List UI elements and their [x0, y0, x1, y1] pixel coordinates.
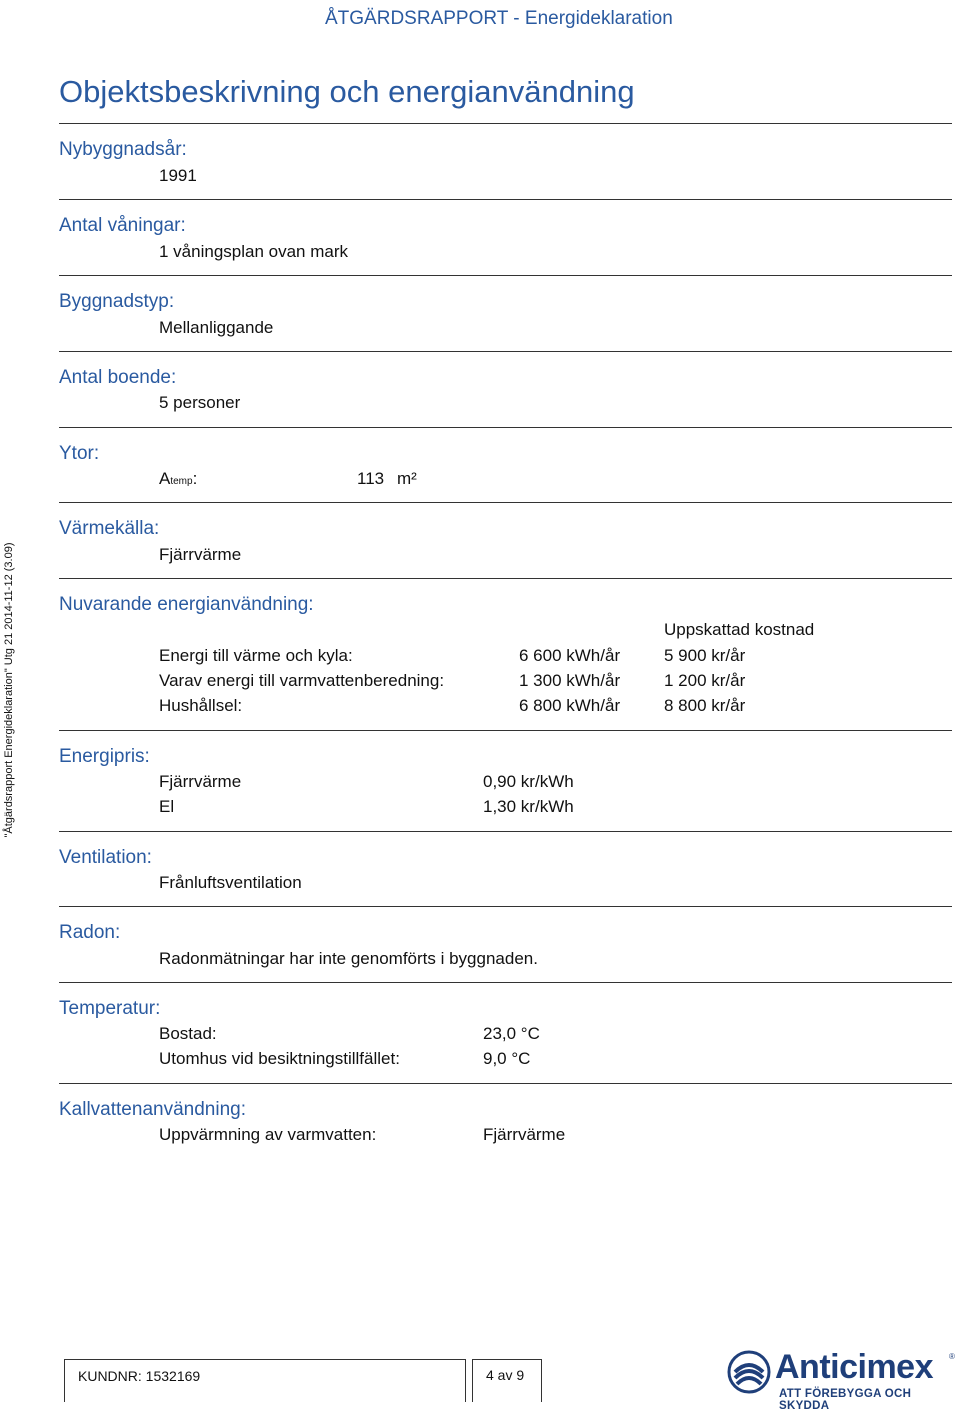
side-footnote: "Åtgärdsrapport Energideklaration" Utg 21 2014-11-12 (3.09) [3, 542, 15, 838]
energianvandning-label: Nuvarande energianvändning: [59, 594, 314, 615]
vaningar-label: Antal våningar: [59, 215, 186, 236]
temperatur-row-name: Bostad: [159, 1024, 217, 1043]
kallvatten-name: Uppvärmning av varmvatten: [159, 1125, 377, 1144]
ventilation-value: Frånluftsventilation [159, 873, 302, 892]
divider [59, 831, 952, 832]
energipris-row-name: El [159, 797, 175, 816]
energy-row-cost: 5 900 kr/år [664, 646, 746, 665]
energy-row-kwh: 6 800 kWh/år [519, 696, 621, 715]
energy-row-kwh: 6 600 kWh/år [519, 646, 621, 665]
divider [59, 123, 952, 124]
energipris-row-name: Fjärrvärme [159, 772, 242, 791]
boende-value: 5 personer [159, 393, 241, 412]
energipris-row-price: 0,90 kr/kWh [483, 772, 574, 791]
divider [59, 351, 952, 352]
divider [59, 906, 952, 907]
report-header-title: ÅTGÄRDSRAPPORT - Energideklaration [325, 8, 673, 29]
anticimex-emblem-icon [727, 1350, 771, 1394]
page-number: 4 av 9 [486, 1367, 525, 1383]
boende-label: Antal boende: [59, 367, 177, 388]
nybyggnadsar-value: 1991 [159, 166, 197, 185]
divider [59, 199, 952, 200]
vaningar-value: 1 våningsplan ovan mark [159, 242, 349, 261]
varmekalla-label: Värmekälla: [59, 518, 160, 539]
divider [59, 427, 952, 428]
ytor-label: Ytor: [59, 443, 100, 464]
logo-tagline: ATT FÖREBYGGA OCH SKYDDA [779, 1388, 912, 1412]
radon-label: Radon: [59, 922, 121, 943]
kundnr: KUNDNR: 1532169 [78, 1368, 201, 1384]
atemp-label: Atemp: [159, 469, 198, 488]
divider [59, 982, 952, 983]
nybyggnadsar-label: Nybyggnadsår: [59, 139, 187, 160]
varmekalla-value: Fjärrvärme [159, 545, 242, 564]
cost-column-header: Uppskattad kostnad [664, 620, 815, 639]
atemp-unit: m² [397, 469, 417, 488]
energy-row-name: Hushållsel: [159, 696, 243, 715]
divider [59, 502, 952, 503]
ventilation-label: Ventilation: [59, 847, 152, 868]
energipris-label: Energipris: [59, 746, 150, 767]
divider [59, 275, 952, 276]
energipris-row-price: 1,30 kr/kWh [483, 797, 574, 816]
anticimex-logo [727, 1348, 957, 1412]
page-title: Objektsbeskrivning och energianvändning [59, 74, 635, 109]
logo-wordmark: Anticimex [775, 1348, 933, 1386]
kallvatten-label: Kallvattenanvändning: [59, 1099, 246, 1120]
radon-value: Radonmätningar har inte genomförts i byggnaden. [159, 949, 538, 968]
divider [59, 730, 952, 731]
byggnadstyp-label: Byggnadstyp: [59, 291, 175, 312]
temperatur-row-name: Utomhus vid besiktningstillfället: [159, 1049, 400, 1068]
atemp-value: 113 [357, 469, 385, 488]
temperatur-row-value: 9,0 °C [483, 1049, 531, 1068]
energy-row-cost: 1 200 kr/år [664, 671, 746, 690]
energy-row-cost: 8 800 kr/år [664, 696, 746, 715]
kallvatten-value: Fjärrvärme [483, 1125, 566, 1144]
energy-row-name: Varav energi till varmvattenberedning: [159, 671, 445, 690]
energy-row-name: Energi till värme och kyla: [159, 646, 353, 665]
temperatur-label: Temperatur: [59, 998, 161, 1019]
logo-registered: ® [949, 1352, 955, 1361]
divider [59, 578, 952, 579]
byggnadstyp-value: Mellanliggande [159, 318, 274, 337]
divider [59, 1083, 952, 1084]
temperatur-row-value: 23,0 °C [483, 1024, 540, 1043]
energy-row-kwh: 1 300 kWh/år [519, 671, 621, 690]
